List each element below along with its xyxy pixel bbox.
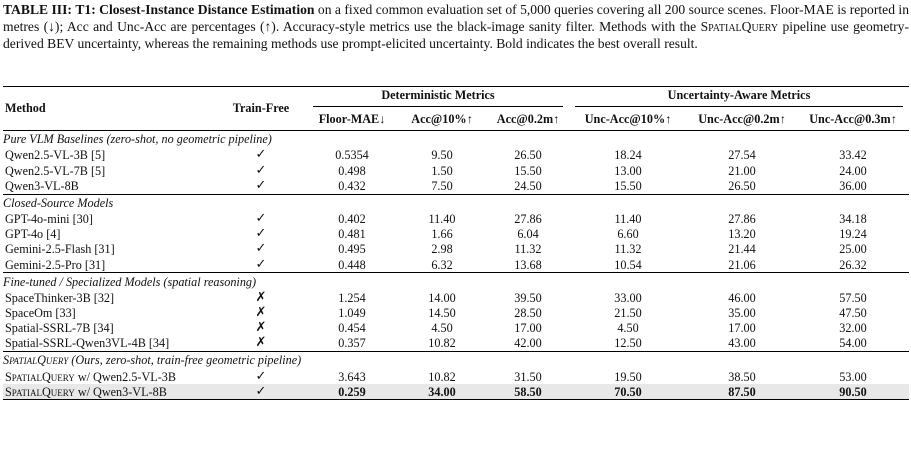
value-cell: 34.18 xyxy=(839,212,867,226)
value-cell: 15.50 xyxy=(614,178,642,193)
method-cell: Qwen2.5-VL-3B [5] xyxy=(5,148,106,163)
value-cell: 17.00 xyxy=(514,321,542,336)
header-floor-mae: Floor-MAE↓ xyxy=(318,111,386,126)
table-row-best xyxy=(3,384,909,400)
value-cell: 21.50 xyxy=(614,305,642,320)
value-cell: 43.00 xyxy=(728,336,756,351)
method-cell xyxy=(3,384,215,400)
value-cell: 26.50 xyxy=(728,178,756,193)
table-body xyxy=(3,87,909,401)
train-free-cell: ✓ xyxy=(255,368,267,384)
header-acc-10: Acc@10%↑ xyxy=(411,111,473,126)
value-cell: 18.24 xyxy=(614,148,642,163)
table-row xyxy=(3,163,909,178)
value-cell: 10.54 xyxy=(614,257,642,272)
value-cell: 36.00 xyxy=(839,178,867,193)
value-cell: 4.50 xyxy=(617,321,639,336)
value-cell: 42.00 xyxy=(514,336,542,351)
header-unc-acc-10: Unc-Acc@10%↑ xyxy=(584,111,672,126)
header-train-free: Train-Free xyxy=(232,101,290,116)
section-title-pipeline: SpatialQuery xyxy=(3,353,69,368)
results-table xyxy=(3,86,909,400)
train-free-cell: ✓ xyxy=(255,226,267,242)
section-title-row xyxy=(3,273,909,290)
table-row xyxy=(3,257,909,273)
value-cell: 24.00 xyxy=(839,163,867,178)
method-cell xyxy=(3,369,215,384)
method-pipeline-name: SpatialQuery xyxy=(5,369,75,384)
value-cell: 1.049 xyxy=(338,305,366,320)
value-cell: 13.68 xyxy=(514,257,542,272)
value-cell: 0.5354 xyxy=(335,148,369,163)
header-unc-acc-03m: Unc-Acc@0.3m↑ xyxy=(809,111,897,126)
value-cell-best: 90.50 xyxy=(797,384,909,400)
method-cell: Gemini-2.5-Flash [31] xyxy=(5,242,115,257)
section-title-row xyxy=(3,352,909,369)
table-row xyxy=(3,148,909,163)
method-cell: Qwen3-VL-8B xyxy=(5,178,79,193)
caption-text-2: pipeline use geometry-derived BEV uncertainty, whereas the remaining methods use prompt-elicited uncertainty. Bold indicates the best overall result. xyxy=(3,19,910,52)
value-cell: 10.82 xyxy=(428,369,456,384)
section-title xyxy=(3,352,909,369)
value-cell: 17.00 xyxy=(728,321,756,336)
train-free-cell: ✓ xyxy=(255,211,267,226)
train-free-cell: ✓ xyxy=(255,162,267,178)
method-pipeline-name: SpatialQuery xyxy=(5,384,75,399)
value-cell: 6.60 xyxy=(617,227,639,242)
caption-label: TABLE III: xyxy=(3,2,72,17)
value-cell: 11.40 xyxy=(428,212,456,226)
method-cell: Qwen2.5-VL-7B [5] xyxy=(5,163,106,178)
value-cell: 14.00 xyxy=(428,290,456,305)
value-cell: 33.00 xyxy=(614,290,642,305)
method-cell: SpaceThinker-3B [32] xyxy=(5,290,115,305)
value-cell: 11.32 xyxy=(514,242,542,257)
method-cell: GPT-4o-mini [30] xyxy=(5,212,93,226)
value-cell: 1.66 xyxy=(431,227,453,242)
value-cell: 11.32 xyxy=(614,242,642,257)
value-cell: 21.06 xyxy=(728,257,756,272)
value-cell: 27.86 xyxy=(514,212,542,226)
value-cell: 0.498 xyxy=(338,163,366,178)
value-cell: 25.00 xyxy=(839,242,867,257)
value-cell: 33.42 xyxy=(839,148,867,163)
value-cell: 12.50 xyxy=(614,336,642,351)
value-cell-best: 0.259 xyxy=(307,384,397,400)
value-cell: 6.04 xyxy=(517,227,539,242)
section-title-rest: (Ours, zero-shot, train-free geometric pipeline) xyxy=(68,353,302,368)
section-title: Closed-Source Models xyxy=(3,195,114,210)
value-cell: 47.50 xyxy=(839,305,867,320)
train-free-cell: ✓ xyxy=(255,241,267,257)
value-cell: 13.00 xyxy=(614,163,642,178)
method-cell: Gemini-2.5-Pro [31] xyxy=(5,257,106,272)
train-free-cell: ✗ xyxy=(255,289,267,305)
value-cell: 0.432 xyxy=(338,178,366,193)
value-cell: 35.00 xyxy=(728,305,756,320)
value-cell: 0.454 xyxy=(338,321,366,336)
value-cell: 15.50 xyxy=(514,163,542,178)
value-cell-best: 58.50 xyxy=(487,384,569,400)
bottom-rule xyxy=(3,400,909,401)
value-cell: 27.86 xyxy=(728,212,756,226)
caption-pipeline-name: SpatialQuery xyxy=(700,19,779,35)
value-cell: 39.50 xyxy=(514,290,542,305)
value-cell: 13.20 xyxy=(728,227,756,242)
value-cell: 0.495 xyxy=(338,242,366,257)
train-free-cell: ✗ xyxy=(255,320,267,336)
value-cell: 1.254 xyxy=(338,290,366,305)
value-cell: 1.50 xyxy=(431,163,453,178)
value-cell: 53.00 xyxy=(839,369,867,384)
header-unc-acc-02m: Unc-Acc@0.2m↑ xyxy=(698,111,786,126)
value-cell-best: 34.00 xyxy=(397,384,487,400)
caption-text-1: on a fixed common evaluation set of 5,000 queries covering all 200 source scenes. Floor-MAE is reported in metres (↓); Acc and Unc-Acc are percentages (↑). Accuracy-style metrics use the black-image sanity filter. Methods with the xyxy=(3,2,909,35)
table-row xyxy=(3,178,909,194)
section-title: Pure VLM Baselines (zero-shot, no geometric pipeline) xyxy=(3,132,272,147)
method-cell: Spatial-SSRL-Qwen3VL-4B [34] xyxy=(5,336,170,351)
table-row xyxy=(3,369,909,384)
train-free-cell: ✗ xyxy=(255,304,267,320)
value-cell: 27.54 xyxy=(728,148,756,163)
value-cell: 10.82 xyxy=(428,336,456,351)
value-cell: 46.00 xyxy=(728,290,756,305)
table-caption xyxy=(3,1,909,53)
train-free-cell: ✗ xyxy=(255,335,267,351)
caption-title: T1: Closest-Instance Distance Estimation xyxy=(75,2,315,17)
header-row-groups xyxy=(3,87,909,108)
section-title-row xyxy=(3,195,909,212)
paper-page xyxy=(0,1,911,449)
value-cell: 6.32 xyxy=(431,257,453,272)
value-cell: 19.24 xyxy=(839,227,867,242)
table-row xyxy=(3,306,909,321)
value-cell: 9.50 xyxy=(431,148,453,163)
value-cell: 0.402 xyxy=(338,212,366,226)
value-cell: 4.50 xyxy=(431,321,453,336)
train-free-cell: ✓ xyxy=(255,256,267,272)
section-title: Fine-tuned / Specialized Models (spatial reasoning) xyxy=(3,274,257,289)
header-group-deterministic: Deterministic Metrics xyxy=(307,87,569,108)
value-cell: 0.481 xyxy=(338,227,366,242)
value-cell-best: 70.50 xyxy=(569,384,687,400)
value-cell: 7.50 xyxy=(431,178,453,193)
value-cell: 3.643 xyxy=(338,369,366,384)
value-cell: 57.50 xyxy=(839,290,867,305)
method-backbone: w/ Qwen3-VL-8B xyxy=(74,384,167,399)
value-cell: 21.00 xyxy=(728,163,756,178)
header-group-uncertainty: Uncertainty-Aware Metrics xyxy=(569,87,909,108)
train-free-cell: ✓ xyxy=(215,384,307,400)
value-cell: 0.448 xyxy=(338,257,366,272)
method-cell: SpaceOm [33] xyxy=(5,305,76,320)
value-cell: 26.32 xyxy=(839,257,867,272)
train-free-cell: ✓ xyxy=(255,177,267,193)
train-free-cell: ✓ xyxy=(255,147,267,163)
value-cell: 11.40 xyxy=(614,212,642,226)
header-acc-02m: Acc@0.2m↑ xyxy=(496,111,560,126)
table-row xyxy=(3,227,909,242)
value-cell-best: 87.50 xyxy=(687,384,797,400)
method-backbone: w/ Qwen2.5-VL-3B xyxy=(74,369,176,384)
value-cell: 28.50 xyxy=(514,305,542,320)
table-row xyxy=(3,336,909,352)
value-cell: 19.50 xyxy=(614,369,642,384)
table-row xyxy=(3,242,909,257)
value-cell: 2.98 xyxy=(431,242,453,257)
value-cell: 21.44 xyxy=(728,242,756,257)
value-cell: 24.50 xyxy=(514,178,542,193)
value-cell: 31.50 xyxy=(514,369,542,384)
method-cell: Spatial-SSRL-7B [34] xyxy=(5,321,114,336)
header-method: Method xyxy=(5,101,46,116)
value-cell: 38.50 xyxy=(728,369,756,384)
section-title-row xyxy=(3,131,909,148)
value-cell: 54.00 xyxy=(839,336,867,351)
table-row xyxy=(3,321,909,336)
value-cell: 26.50 xyxy=(514,148,542,163)
value-cell: 32.00 xyxy=(839,321,867,336)
table-row xyxy=(3,290,909,305)
method-cell: GPT-4o [4] xyxy=(5,227,61,242)
value-cell: 0.357 xyxy=(338,336,366,351)
value-cell: 14.50 xyxy=(428,305,456,320)
table-row xyxy=(3,212,909,227)
